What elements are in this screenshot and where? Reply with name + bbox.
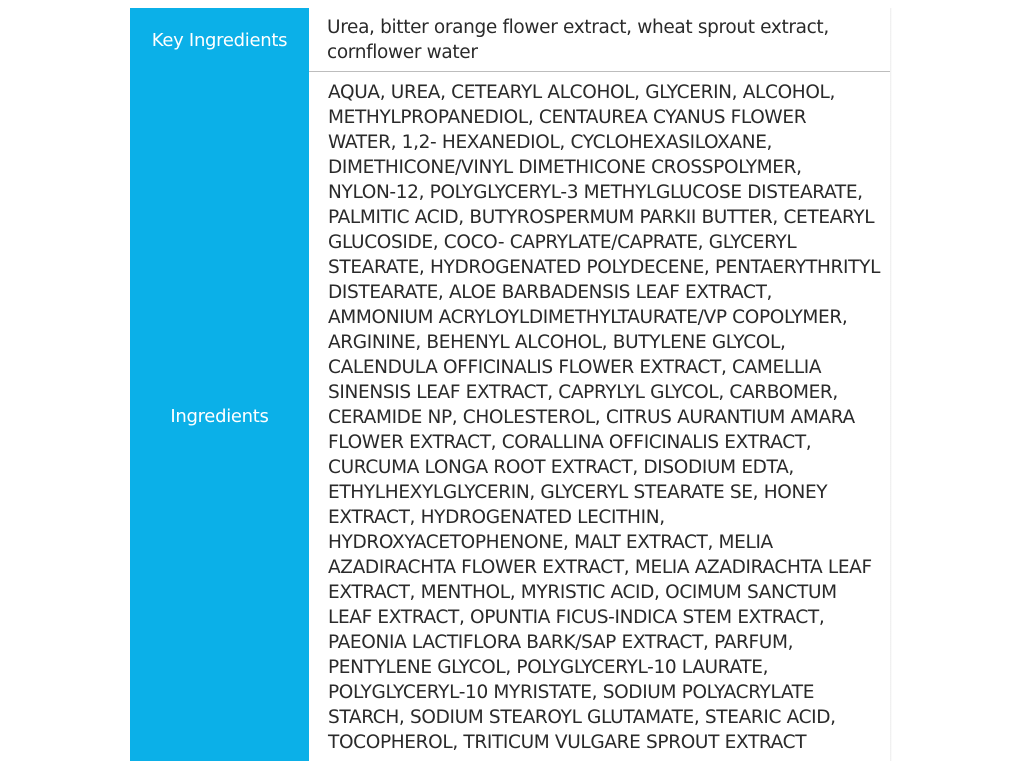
ingredients-line: NYLON-12, POLYGLYCERYL-3 METHYLGLUCOSE DISTEARATE, — [328, 182, 863, 203]
ingredients-line: ETHYLHEXYLGLYCERIN, GLYCERYL STEARATE SE, HONEY — [328, 482, 828, 503]
ingredients-line: HYDROXYACETOPHENONE, MALT EXTRACT, MELIA — [328, 532, 773, 553]
ingredients-value — [309, 72, 890, 761]
table-right-edge — [890, 8, 892, 761]
ingredients-line: METHYLPROPANEDIOL, CENTAUREA CYANUS FLOWER — [328, 107, 807, 128]
ingredients-line: AMMONIUM ACRYLOYLDIMETHYLTAURATE/VP COPOLYMER, — [328, 307, 848, 328]
key-ingredients-label: Key Ingredients — [130, 8, 309, 72]
ingredients-line: CALENDULA OFFICINALIS FLOWER EXTRACT, CAMELLIA — [328, 357, 822, 378]
ingredients-line: WATER, 1,2- HEXANEDIOL, CYCLOHEXASILOXANE, — [328, 132, 773, 153]
ingredients-line: PENTYLENE GLYCOL, POLYGLYCERYL-10 LAURATE, — [328, 657, 769, 678]
ingredients-label: Ingredients — [130, 72, 309, 761]
ingredients-line: STARCH, SODIUM STEAROYL GLUTAMATE, STEARIC ACID, — [328, 707, 836, 728]
table-row-ingredients — [130, 72, 890, 761]
ingredients-line: POLYGLYCERYL-10 MYRISTATE, SODIUM POLYACRYLATE — [328, 682, 815, 703]
ingredients-line: ARGININE, BEHENYL ALCOHOL, BUTYLENE GLYCOL, — [328, 332, 786, 353]
ingredients-line: PAEONIA LACTIFLORA BARK/SAP EXTRACT, PARFUM, — [328, 632, 794, 653]
ingredients-line: FLOWER EXTRACT, CORALLINA OFFICINALIS EXTRACT, — [328, 432, 812, 453]
ingredients-line: STEARATE, HYDROGENATED POLYDECENE, PENTAERYTHRITYL — [328, 257, 881, 278]
ingredients-line: CERAMIDE NP, CHOLESTEROL, CITRUS AURANTIUM AMARA — [328, 407, 855, 428]
ingredients-line: AZADIRACHTA FLOWER EXTRACT, MELIA AZADIRACHTA LEAF — [328, 557, 872, 578]
ingredients-line: GLUCOSIDE, COCO- CAPRYLATE/CAPRATE, GLYCERYL — [328, 232, 797, 253]
ingredients-line: LEAF EXTRACT, OPUNTIA FICUS-INDICA STEM EXTRACT, — [328, 607, 825, 628]
ingredients-table — [130, 8, 890, 761]
ingredients-line: SINENSIS LEAF EXTRACT, CAPRYLYL GLYCOL, CARBOMER, — [328, 382, 838, 403]
ingredients-line: DISTEARATE, ALOE BARBADENSIS LEAF EXTRACT, — [328, 282, 773, 303]
key-ingredients-value: Urea, bitter orange flower extract, wheat sprout extract, cornflower water — [309, 8, 890, 72]
ingredients-line: EXTRACT, MENTHOL, MYRISTIC ACID, OCIMUM SANCTUM — [328, 582, 837, 603]
ingredients-line: AQUA, UREA, CETEARYL ALCOHOL, GLYCERIN, ALCOHOL, — [328, 82, 836, 103]
ingredients-line: PALMITIC ACID, BUTYROSPERMUM PARKII BUTTER, CETEARYL — [328, 207, 875, 228]
ingredients-line: TOCOPHEROL, TRITICUM VULGARE SPROUT EXTRACT — [328, 732, 807, 753]
ingredients-line: CURCUMA LONGA ROOT EXTRACT, DISODIUM EDTA, — [328, 457, 794, 478]
ingredients-line: DIMETHICONE/VINYL DIMETHICONE CROSSPOLYMER, — [328, 157, 802, 178]
ingredients-line: EXTRACT, HYDROGENATED LECITHIN, — [328, 507, 665, 528]
table-row-key-ingredients — [130, 8, 890, 72]
